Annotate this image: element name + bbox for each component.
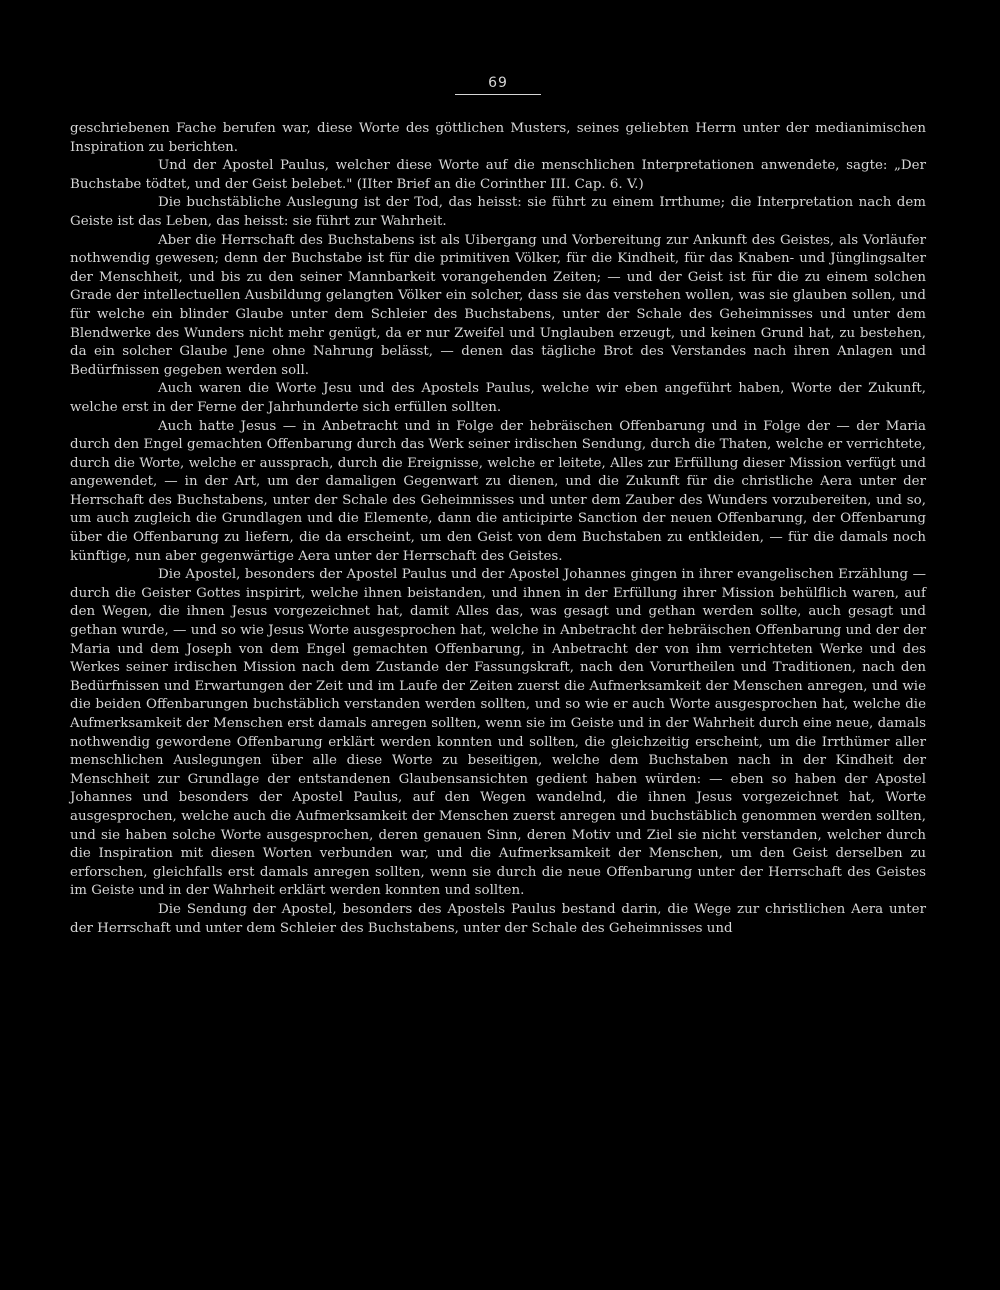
paragraph: Die buchstäbliche Auslegung ist der Tod, das heisst: sie führt zu einem Irrthume; die Interpretation nach dem Geiste ist das Leben, das heisst: sie führt zur Wahrheit. (70, 195, 926, 229)
page-header (455, 74, 541, 95)
paragraph: Und der Apostel Paulus, welcher diese Worte auf die menschlichen Interpretationen anwendete, sagte: „Der Buchstabe tödtet, und der Geist belebet." (IIter Brief an die Corinther III. Cap. 6. V.) (70, 158, 926, 192)
paragraph: Auch waren die Worte Jesu und des Apostels Paulus, welche wir eben angeführt haben, Worte der Zukunft, welche erst in der Ferne der Jahrhunderte sich erfüllen sollten. (70, 381, 926, 415)
header-rule (455, 94, 541, 95)
body-text (70, 120, 926, 938)
paragraph: Auch hatte Jesus — in Anbetracht und in Folge der hebräischen Offenbarung und in Folge der — der Maria durch den Engel gemachten Offenbarung durch das Werk seiner irdischen Sendung, durch die Thaten, welche er verrichtete, durch die Worte, welche er aussprach, durch die Ereignisse, welche er leitete, Alles zur Erfüllung dieser Mission verfügt und angewendet, — in der Art, um der damaligen Gegenwart zu dienen, und die Zukunft für die christliche Aera unter der Herrschaft des Buchstabens, unter der Schale des Geheimnisses und unter dem Zauber des Wunders vorzubereiten, und so, um auch zugleich die Grundlagen und die Elemente, dann die anticipirte Sanction der neuen Offenbarung, der Offenbarung über die Offenbarung zu liefern, die da erscheint, um den Geist von dem Buchstaben zu entkleiden, — für die damals noch künftige, nun aber gegenwärtige Aera unter der Herrschaft des Geistes. (70, 418, 926, 564)
paragraph: geschriebenen Fache berufen war, diese Worte des göttlichen Musters, seines geliebten Herrn unter der medianimischen Inspiration zu berichten. (70, 121, 926, 155)
paragraph: Die Apostel, besonders der Apostel Paulus und der Apostel Johannes gingen in ihrer evangelischen Erzählung — durch die Geister Gottes inspirirt, welche ihnen beistanden, und ihnen in der Erfüllung ihrer Mission behülflich waren, auf den Wegen, die ihnen Jesus vorgezeichnet hat, damit Alles das, was gesagt und gethan werden sollte, auch gesagt und gethan wurde, — und so wie Jesus Worte ausgesprochen hat, welche in Anbetracht der hebräischen Offenbarung und der der Maria und dem Joseph von dem Engel gemachten Offenbarung, in Anbetracht der von ihm verrichteten Werke und des Werkes seiner irdischen Mission nach dem Zustande der Fassungskraft, nach den Vorurtheilen und Traditionen, nach den Bedürfnissen und Erwartungen der Zeit und im Laufe der Zeiten zuerst die Aufmerksamkeit der Menschen anregen, und wie die beiden Offenbarungen buchstäblich verstanden werden sollten, und so wie er auch Worte ausgesprochen hat, welche die Aufmerksamkeit der Menschen erst damals anregen sollten, wenn sie im Geiste und in der Wahrheit durch eine neue, damals nothwendig gewordene Offenbarung erklärt werden konnten und sollten, die gleichzeitig erscheint, um die Irrthümer aller menschlichen Auslegungen über alle diese Worte zu beseitigen, welche dem Buchstaben nach in der Kindheit der Menschheit zur Grundlage der entstandenen Glaubensansichten gedient haben würden: — eben so haben der Apostel Johannes und besonders der Apostel Paulus, auf den Wegen wandelnd, die ihnen Jesus vorgezeichnet hat, Worte ausgesprochen, welche auch die Aufmerksamkeit der Menschen zuerst anregen und buchstäblich genommen werden sollten, und sie haben solche Worte ausgesprochen, deren genauen Sinn, deren Motiv und Ziel sie nicht verstanden, welcher durch die Inspiration mit diesen Worten verbunden war, und die Aufmerksamkeit der Menschen, um den Geist derselben zu erforschen, gleichfalls erst damals anregen sollten, wenn sie durch die neue Offenbarung unter der Herrschaft des Geistes im Geiste und in der Wahrheit erklärt werden konnten und sollten. (70, 567, 926, 899)
page-number: 69 (488, 75, 508, 91)
paragraph: Aber die Herrschaft des Buchstabens ist als Uibergang und Vorbereitung zur Ankunft des Geistes, als Vorläufer nothwendig gewesen; denn der Buchstabe ist für die primitiven Völker, für die Kindheit, für das Knaben- und Jünglingsalter der Menschheit, und bis zu den seiner Mannbarkeit vorangehenden Zeiten; — und der Geist ist für die zu einem solchen Grade der intellectuellen Ausbildung gelangten Völker ein solcher, dass sie das verstehen wollen, was sie glauben sollen, und für welche ein blinder Glaube unter dem Schleier des Buchstabens, unter der Schale des Geheimnisses und unter dem Blendwerke des Wunders nicht mehr genügt, da er nur Zweifel und Unglauben erzeugt, und keinen Grund hat, zu bestehen, da ein solcher Glaube Jene ohne Nahrung belässt, — denen das tägliche Brot des Verstandes nach ihren Anlagen und Bedürfnissen gegeben werden soll. (70, 232, 926, 378)
paragraph: Die Sendung der Apostel, besonders des Apostels Paulus bestand darin, die Wege zur christlichen Aera unter der Herrschaft und unter dem Schleier des Buchstabens, unter der Schale des Geheimnisses und (70, 901, 926, 936)
